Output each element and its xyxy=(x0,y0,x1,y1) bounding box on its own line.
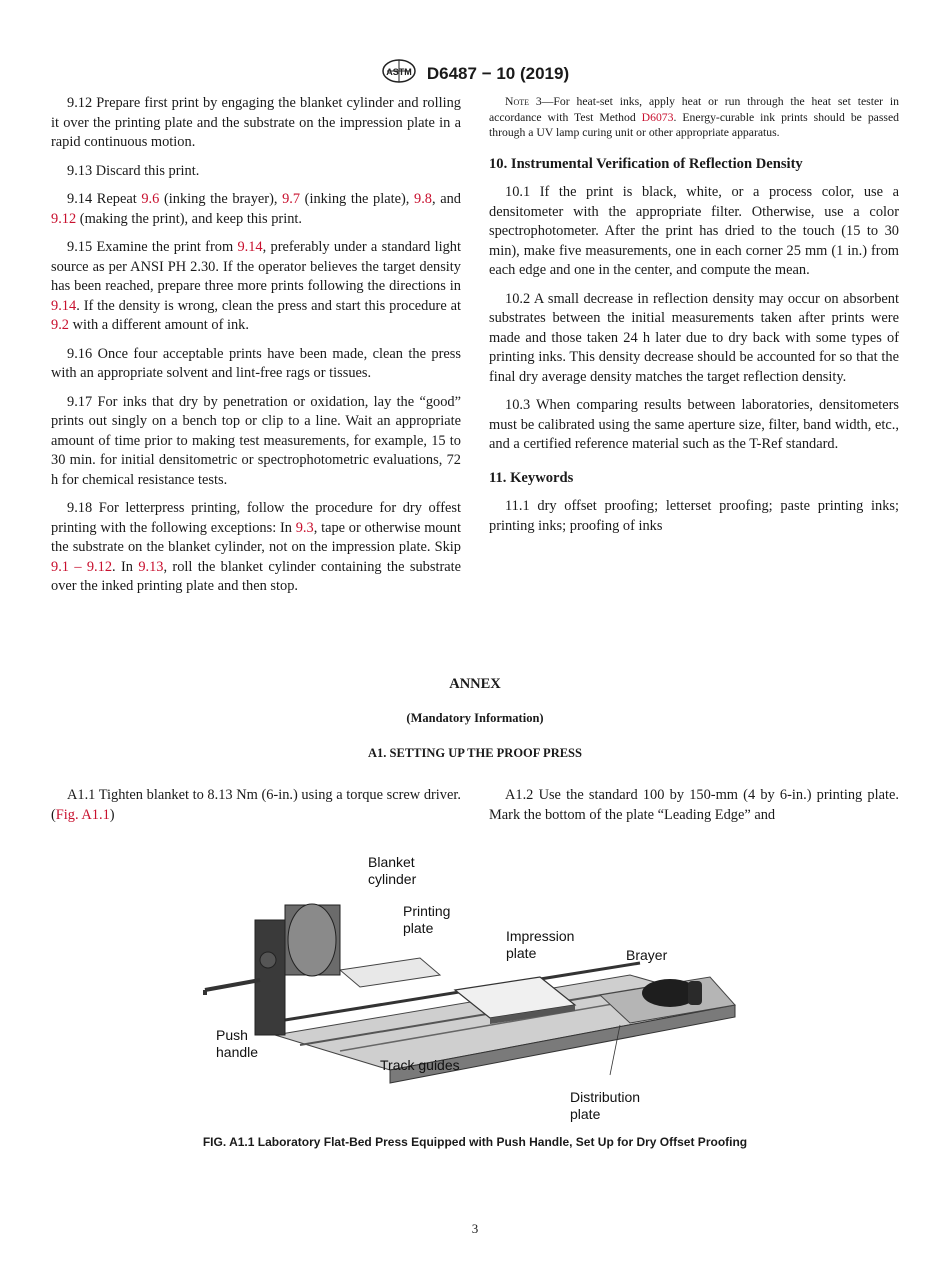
para-9-13: 9.13 Discard this print. xyxy=(67,162,200,179)
annex-subtitle: (Mandatory Information) xyxy=(406,711,544,725)
para-9-14: 9.14 Repeat 9.6 (inking the brayer), 9.7 (inking the plate), 9.8, and 9.12 (making the print), and keep this print. xyxy=(51,191,461,227)
para-a1-1: A1.1 Tighten blanket to 8.13 Nm (6-in.) using a torque screw driver. (Fig. A1.1) xyxy=(51,787,461,823)
figure-caption: FIG. A1.1 Laboratory Flat-Bed Press Equipped with Push Handle, Set Up for Dry Offset Proofing xyxy=(202,1135,748,1149)
ref-9-14-link[interactable]: 9.14 xyxy=(51,297,77,314)
annex-left-column xyxy=(51,786,461,825)
ref-9-8-link[interactable]: 9.8 xyxy=(414,191,433,207)
section-10-heading: 10. Instrumental Verification of Reflection Density xyxy=(489,155,803,172)
ref-9-14-link[interactable]: 9.14 xyxy=(237,239,263,255)
para-9-17: 9.17 For inks that dry by penetration or oxidation, lay the “good” prints out singly on a bench top or clip to a line. Wait an appropriate amount of time prior to making test measurements, for example, 15 to 30 min. for initial densitometric or spectrophotometric evaluations, 72 h for chemical resistance tests. xyxy=(51,393,461,488)
right-column xyxy=(489,94,899,545)
para-11-1: 11.1 dry offset proofing; letterset proofing; paste printing inks; printing inks; proofing of inks xyxy=(489,498,899,534)
para-10-2: 10.2 A small decrease in reflection density may occur on absorbent substrates between the initial measurements taken after prints were made and those taken 24 h later due to dry back with some types of printing inks. This density decrease should be accounted for so that the final dry average density matches the target reflection density. xyxy=(489,290,899,385)
note-3: Note 3—For heat-set inks, apply heat or run through the heat set tester in accordance with Test Method D6073. Energy-curable ink prints should be passed through a UV lamp curing unit or other appropriate apparatus. xyxy=(489,95,899,139)
ref-9-6-link[interactable]: 9.6 xyxy=(141,191,160,207)
label-brayer: Brayer xyxy=(626,947,668,963)
ref-9-7-link[interactable]: 9.7 xyxy=(282,191,301,207)
page-number: 3 xyxy=(471,1221,479,1236)
proof-press-illustration xyxy=(190,845,760,1130)
label-blanket-cylinder: Blanket cylinder xyxy=(368,854,417,887)
annex-title: ANNEX xyxy=(449,676,501,692)
label-distribution-plate: Distribution plate xyxy=(570,1089,641,1122)
label-impression-plate: Impression plate xyxy=(506,928,575,961)
figure-a1-1 xyxy=(190,845,760,1130)
ref-9-12-link[interactable]: 9.12 xyxy=(51,210,77,227)
label-track-guides: Track guides xyxy=(380,1057,460,1073)
section-11-heading: 11. Keywords xyxy=(489,469,574,486)
label-push-handle: Push handle xyxy=(216,1027,259,1060)
ref-d6073-link[interactable]: D6073 xyxy=(641,110,674,124)
document-designation: D6487 − 10 (2019) xyxy=(426,63,570,83)
left-column xyxy=(51,94,461,606)
para-10-1: 10.1 If the print is black, white, or a process color, use a densitometer with the appropriate filter. Otherwise, use a color spectrophotometer. After the print has dried to the touch (15 to 30 min), make five measurements, one in each corner 25 mm (1 in.) from each edge and one in the center, and compute the mean. xyxy=(489,184,899,278)
annex-section-heading: A1. SETTING UP THE PROOF PRESS xyxy=(368,746,582,760)
para-9-15: 9.15 Examine the print from 9.14, preferably under a standard light source as per ANSI PH 2.30. If the operator believes the target density has been reached, prepare three more prints following the directions in 9.14. If the density is wrong, clean the press and start this procedure at 9.2 with a different amount of ink. xyxy=(51,239,461,333)
ref-fig-a1-1-link[interactable]: Fig. A1.1 xyxy=(55,806,110,823)
label-printing-plate: Printing plate xyxy=(403,903,451,936)
para-10-3: 10.3 When comparing results between laboratories, densitometers must be calibrated using the same aperture size, filter, band width, etc., and a certified reference material such as the T-Ref standard. xyxy=(489,397,899,452)
svg-text:ASTM: ASTM xyxy=(386,67,412,77)
ref-9-3-link[interactable]: 9.3 xyxy=(295,519,314,536)
ref-9-1-9-12-link[interactable]: 9.1 – 9.12 xyxy=(51,558,113,575)
page-header xyxy=(0,58,950,89)
para-9-12: 9.12 Prepare first print by engaging the blanket cylinder and rolling it over the printing plate and the substrate on the impression plate in a rapid continuous motion. xyxy=(51,95,461,150)
ref-9-2-link[interactable]: 9.2 xyxy=(51,317,69,333)
para-a1-2: A1.2 Use the standard 100 by 150-mm (4 by 6-in.) printing plate. Mark the bottom of the plate “Leading Edge” and xyxy=(489,787,899,823)
para-9-16: 9.16 Once four acceptable prints have been made, clean the press with an appropriate solvent and lint-free rags or tissues. xyxy=(51,345,461,381)
para-9-18: 9.18 For letterpress printing, follow the procedure for dry offest printing with the following exceptions: In 9.3, tape or otherwise mount the substrate on the blanket cylinder, not on the impression plate. Skip 9.1 – 9.12. In 9.13, roll the blanket cylinder containing the substrate over the inked printing plate and then stop. xyxy=(51,500,462,594)
annex-right-column xyxy=(489,786,899,825)
astm-logo-icon xyxy=(381,58,417,89)
ref-9-13-link[interactable]: 9.13 xyxy=(138,558,164,575)
